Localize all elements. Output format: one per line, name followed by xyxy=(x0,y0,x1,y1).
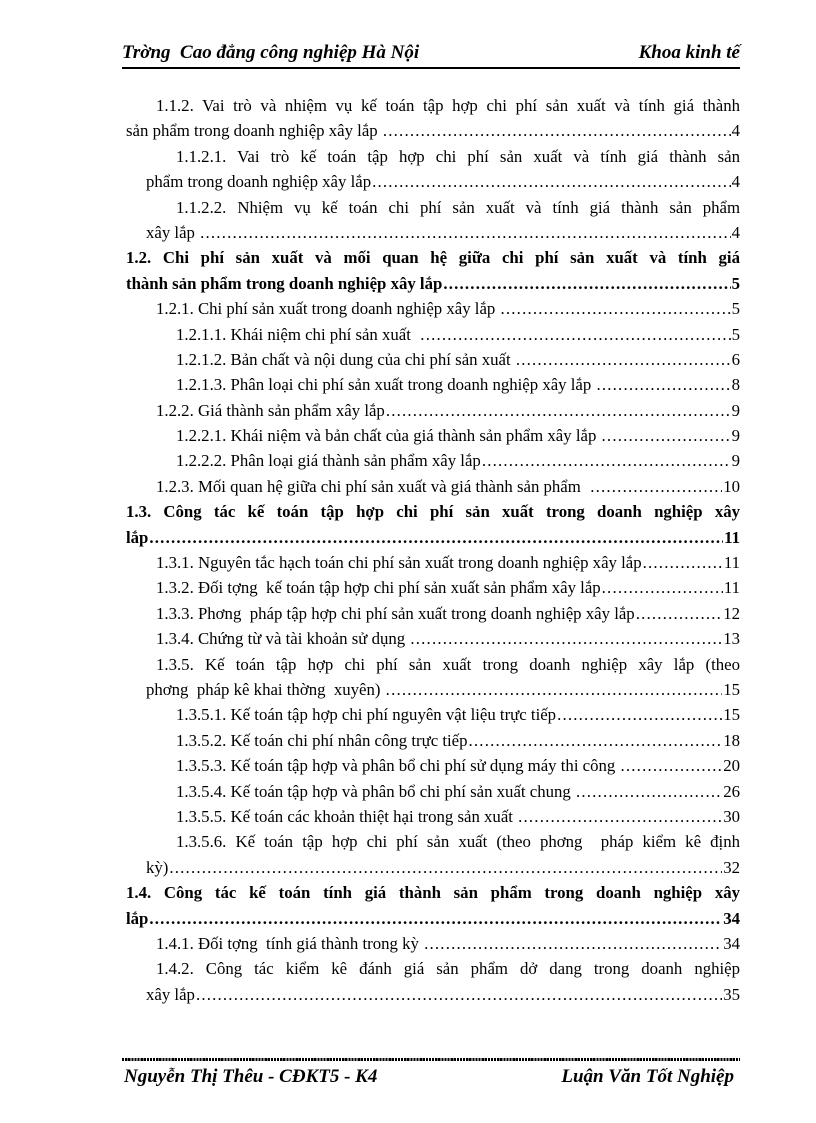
page-number: 32 xyxy=(723,857,740,877)
dot-leader xyxy=(383,118,731,143)
page-number: 4 xyxy=(731,222,740,242)
toc-entry-text: sản phẩm trong doanh nghiệp xây lắp xyxy=(126,121,382,141)
page-number: 15 xyxy=(723,679,740,699)
toc-line xyxy=(176,347,740,372)
toc-line xyxy=(156,601,740,626)
header-school-name: Trờng Cao đẳng công nghiệp Hà Nội xyxy=(122,42,420,63)
dot-leader xyxy=(518,804,722,829)
dot-leader xyxy=(557,702,722,727)
toc-entry-text: 1.4.2. Công tác kiểm kê đánh giá sản phẩm dở dang trong doanh nghiệp xyxy=(156,959,740,979)
page-number: 4 xyxy=(731,172,740,192)
toc-line xyxy=(126,271,740,296)
toc-entry-text: phẩm trong doanh nghiệp xây lắp xyxy=(146,172,372,192)
dot-leader xyxy=(386,677,723,702)
toc-entry-text: lắp xyxy=(126,527,149,547)
toc-line xyxy=(176,322,740,347)
toc-line xyxy=(146,855,740,880)
toc-entry-text: 1.2. Chi phí sản xuất và mối quan hệ giữa chi phí sản xuất và tính giá xyxy=(126,248,740,268)
page-number: 9 xyxy=(731,451,740,471)
dot-leader xyxy=(596,372,730,397)
page-number: 13 xyxy=(723,629,740,649)
toc-line xyxy=(126,906,740,931)
toc-entry-text: 1.1.2. Vai trò và nhiệm vụ kế toán tập hợp chi phí sản xuất và tính giá thành xyxy=(156,96,740,115)
toc-entry-text: kỳ) xyxy=(146,857,169,877)
page-number: 10 xyxy=(723,476,740,496)
toc-line xyxy=(176,702,740,727)
page-number: 34 xyxy=(723,908,740,928)
toc-entry-text: 1.2.1.1. Khái niệm chi phí sản xuất xyxy=(176,324,420,344)
page-number: 5 xyxy=(731,324,740,344)
toc-entry-text: 1.3. Công tác kế toán tập hợp chi phí sản xuất trong doanh nghiệp xây xyxy=(126,502,740,522)
dot-leader xyxy=(169,855,722,880)
toc-entry-text: 1.3.4. Chứng từ và tài khoản sử dụng xyxy=(156,629,410,649)
toc-entry-text: phơng pháp kê khai thờng xuyên) xyxy=(146,679,385,699)
toc-entry-text: 1.2.1. Chi phí sản xuất trong doanh nghiệp xây lắp xyxy=(156,299,500,319)
toc-entry-text: 1.2.1.3. Phân loại chi phí sản xuất trong doanh nghiệp xây lắp xyxy=(176,375,596,395)
dot-leader xyxy=(590,474,722,499)
page-number: 11 xyxy=(723,553,740,573)
dot-leader xyxy=(200,220,730,245)
toc-line xyxy=(176,779,740,804)
toc-entry-text: 1.2.3. Mối quan hệ giữa chi phí sản xuất và giá thành sản phẩm xyxy=(156,476,590,496)
toc-line xyxy=(156,956,740,981)
toc-line xyxy=(126,880,740,905)
toc-entry-text: 1.1.2.1. Vai trò kế toán tập hợp chi phí sản xuất và tính giá thành sản xyxy=(176,146,740,166)
dot-leader xyxy=(424,931,722,956)
dot-leader xyxy=(410,626,722,651)
toc-entry-text: thành sản phẩm trong doanh nghiệp xây lắp xyxy=(126,273,443,293)
toc-line xyxy=(146,677,740,702)
toc-line xyxy=(156,296,740,321)
toc-line xyxy=(176,423,740,448)
dot-leader xyxy=(149,906,722,931)
page-number: 8 xyxy=(731,375,740,395)
toc-line xyxy=(176,728,740,753)
toc-line xyxy=(156,398,740,423)
dot-leader xyxy=(501,296,731,321)
toc-line xyxy=(156,550,740,575)
toc-entry-text: 1.3.5.1. Kế toán tập hợp chi phí nguyên vật liệu trực tiếp xyxy=(176,705,557,725)
page-number: 30 xyxy=(723,806,740,826)
toc-entry-text: 1.3.5.6. Kế toán tập hợp chi phí sản xuất (theo phơng pháp kiểm kê định xyxy=(176,832,740,852)
toc-line xyxy=(156,931,740,956)
toc-line xyxy=(156,474,740,499)
page-number: 11 xyxy=(724,527,740,547)
toc-entry-text: 1.2.2.1. Khái niệm và bản chất của giá thành sản phẩm xây lắp xyxy=(176,426,601,446)
toc-entry-text: 1.3.5.5. Kế toán các khoản thiệt hại trong sản xuất xyxy=(176,806,518,826)
toc-line xyxy=(176,753,740,778)
toc-entry-text: xây lắp xyxy=(146,222,200,242)
dot-leader xyxy=(196,982,722,1007)
toc-entry-text: lắp xyxy=(126,908,149,928)
toc-line xyxy=(176,144,740,169)
toc-entry-text: 1.3.1. Nguyên tắc hạch toán chi phí sản xuất trong doanh nghiệp xây lắp xyxy=(156,553,642,573)
toc-line xyxy=(176,372,740,397)
page-number: 4 xyxy=(731,121,740,141)
dot-leader xyxy=(386,398,731,423)
page-number: 5 xyxy=(731,299,740,319)
toc-entry-text: 1.4.1. Đối tợng tính giá thành trong kỳ xyxy=(156,933,424,953)
page-number: 9 xyxy=(731,400,740,420)
toc-entry-text: 1.2.2.2. Phân loại giá thành sản phẩm xây lắp xyxy=(176,451,481,471)
page-number: 15 xyxy=(723,705,740,725)
toc-line xyxy=(126,499,740,524)
page-number: 9 xyxy=(731,426,740,446)
table-of-contents xyxy=(126,93,740,1007)
dot-leader xyxy=(576,779,722,804)
dot-leader xyxy=(602,575,723,600)
page-header xyxy=(122,42,740,69)
toc-entry-text: xây lắp xyxy=(146,984,195,1004)
toc-entry-text: 1.3.2. Đối tợng kế toán tập hợp chi phí sản xuất sản phẩm xây lắp xyxy=(156,578,601,598)
toc-entry-text: 1.4. Công tác kế toán tính giá thành sản phẩm trong doanh nghiệp xây xyxy=(126,883,740,903)
dot-leader xyxy=(643,550,723,575)
dot-leader xyxy=(372,169,731,194)
toc-entry-text: 1.2.2. Giá thành sản phẩm xây lắp xyxy=(156,400,385,420)
page-number: 6 xyxy=(731,349,740,369)
dot-leader xyxy=(602,423,731,448)
page-number: 35 xyxy=(723,984,740,1004)
dot-leader xyxy=(469,728,723,753)
toc-line xyxy=(146,220,740,245)
toc-line xyxy=(176,804,740,829)
toc-line xyxy=(126,245,740,270)
footer-author-name: Nguyễn Thị Thêu - CĐKT5 - K4 xyxy=(124,1066,378,1087)
dot-leader xyxy=(621,753,723,778)
toc-line xyxy=(156,575,740,600)
footer-rule xyxy=(122,1058,740,1061)
toc-line xyxy=(146,982,740,1007)
page-number: 5 xyxy=(731,273,740,293)
toc-entry-text: 1.3.5.3. Kế toán tập hợp và phân bổ chi phí sử dụng máy thi công xyxy=(176,756,620,776)
toc-entry-text: 1.1.2.2. Nhiệm vụ kế toán chi phí sản xuất và tính giá thành sản phẩm xyxy=(176,197,740,217)
page-footer xyxy=(122,1058,740,1088)
page-number: 18 xyxy=(723,730,740,750)
toc-line xyxy=(156,626,740,651)
page-number: 11 xyxy=(723,578,740,598)
page-number: 34 xyxy=(723,933,740,953)
toc-line xyxy=(126,118,740,143)
toc-line xyxy=(176,829,740,854)
toc-entry-text: 1.2.1.2. Bản chất và nội dung của chi phí sản xuất xyxy=(176,349,515,369)
toc-line xyxy=(176,448,740,473)
page-number: 12 xyxy=(723,603,740,623)
header-faculty-name: Khoa kinh tế xyxy=(638,42,740,63)
toc-entry-text: 1.3.5.4. Kế toán tập hợp và phân bổ chi phí sản xuất chung xyxy=(176,781,575,801)
dot-leader xyxy=(482,448,731,473)
page-number: 26 xyxy=(723,781,740,801)
toc-entry-text: 1.3.3. Phơng pháp tập hợp chi phí sản xuất trong doanh nghiệp xây lắp xyxy=(156,603,635,623)
page-number: 20 xyxy=(723,756,740,776)
toc-line xyxy=(156,93,740,118)
toc-line xyxy=(146,169,740,194)
toc-entry-text: 1.3.5.2. Kế toán chi phí nhân công trực tiếp xyxy=(176,730,468,750)
dot-leader xyxy=(636,601,723,626)
toc-line xyxy=(126,525,740,550)
footer-document-type: Luận Văn Tốt Nghiệp xyxy=(561,1066,734,1087)
toc-line xyxy=(156,652,740,677)
dot-leader xyxy=(443,271,730,296)
toc-line xyxy=(176,195,740,220)
dot-leader xyxy=(516,347,731,372)
dot-leader xyxy=(149,525,723,550)
toc-entry-text: 1.3.5. Kế toán tập hợp chi phí sản xuất trong doanh nghiệp xây lắp (theo xyxy=(156,654,740,674)
dot-leader xyxy=(420,322,730,347)
